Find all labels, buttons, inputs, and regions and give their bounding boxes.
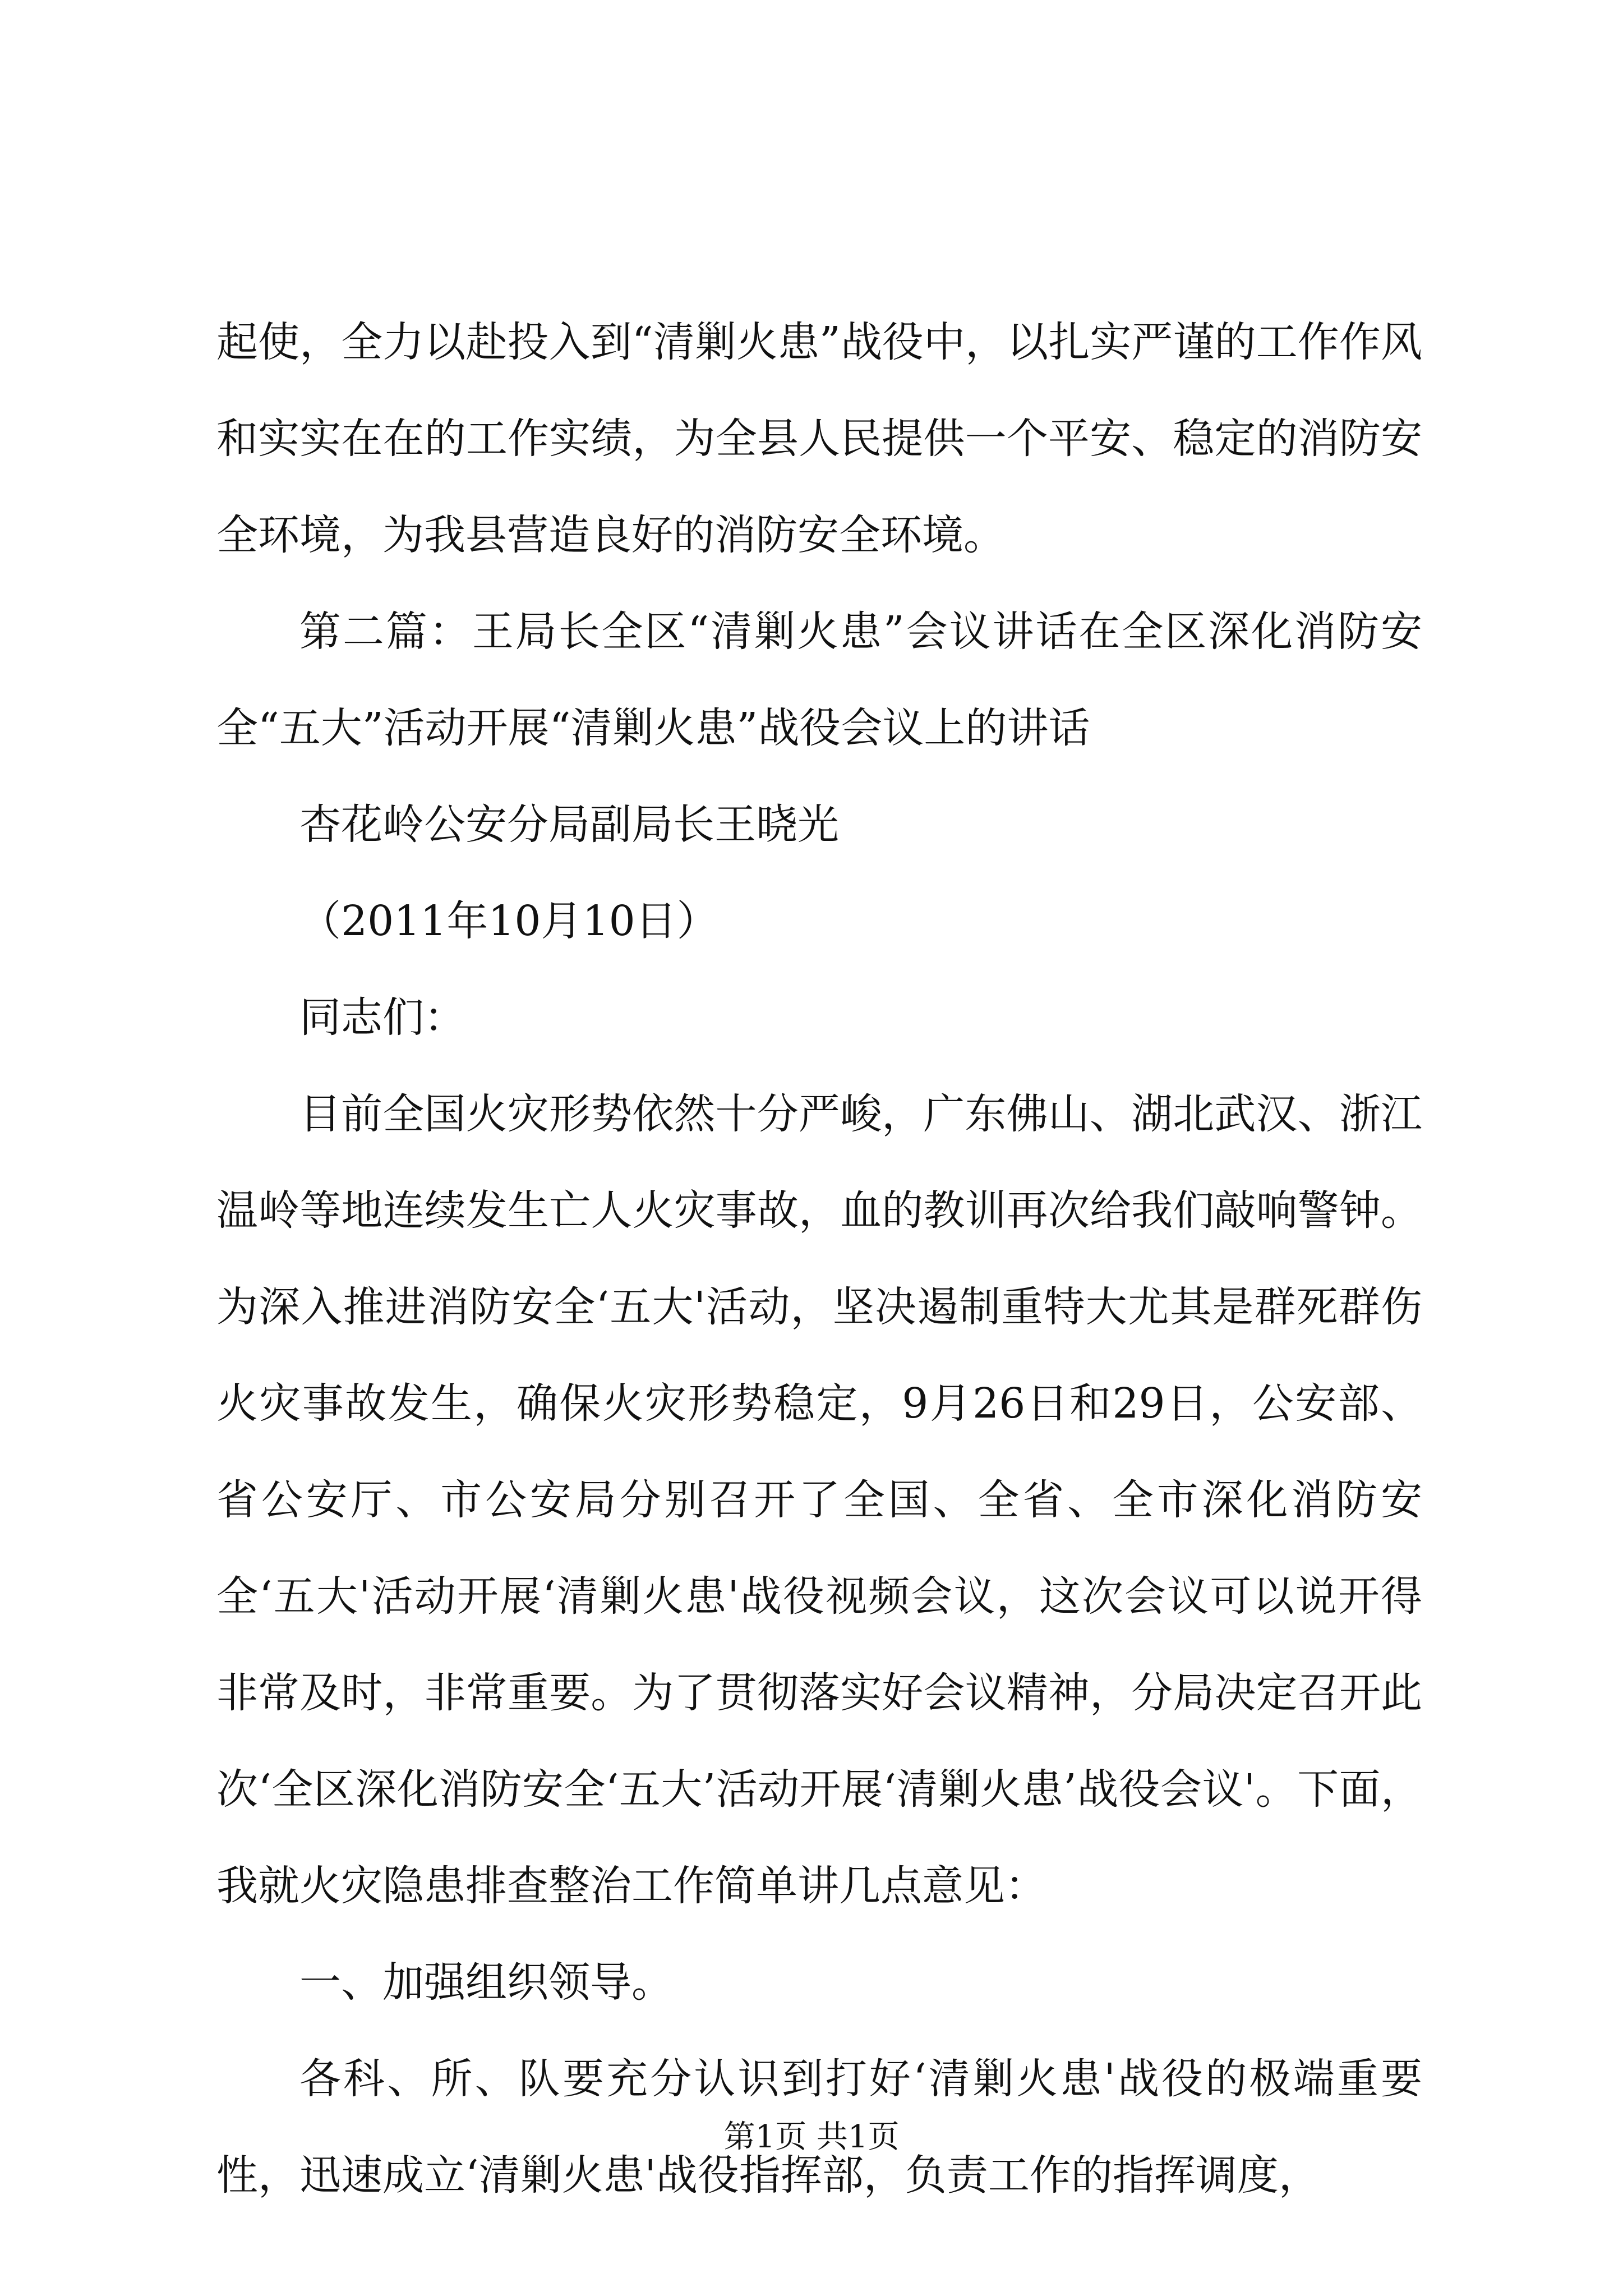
paragraph-2-chapter-title: 第二篇：王局长全区“清剿火患”会议讲话在全区深化消防安全“五大”活动开展“清剿火患”战役会议上的讲话: [216, 608, 1422, 752]
paragraph-4-date: （2011年10月10日）: [299, 897, 718, 945]
paragraph-1: 起使，全力以赴投入到“清剿火患”战役中，以扎实严谨的工作作风和实实在在的工作实绩，为全县人民提供一个平安、稳定的消防安全环境，为我县营造良好的消防安全环境。: [216, 318, 1422, 559]
paragraph-6: 目前全国火灾形势依然十分严峻，广东佛山、湖北武汉、浙江温岭等地连续发生亡人火灾事故，血的教训再次给我们敲响警钟。为深入推进消防安全‘五大'活动，坚决遏制重特大尤其是群死群伤火灾事故发生，确保火灾形势稳定，9月26日和29日，公安部、省公安厅、市公安局分别召开了全国、全省、全市深化消防安全‘五大'活动开展‘清剿火患'战役视频会议，这次会议可以说开得非常及时，非常重要。为了贯彻落实好会议精神，分局决定召开此次‘全区深化消防安全‘五大’活动开展‘清剿火患’战役会议'。下面，我就火灾隐患排查整治工作简单讲几点意见：: [216, 1090, 1422, 1910]
paragraph-8: 各科、所、队要充分认识到打好‘清剿火患'战役的极端重要性，迅速成立‘清剿火患'战役指挥部，负责工作的指挥调度，: [216, 2055, 1422, 2200]
paragraph-7-heading: 一、加强组织领导。: [299, 1958, 673, 2007]
paragraph-5-greeting: 同志们：: [299, 993, 465, 1042]
paragraph-3-speaker: 杏花岭公安分局副局长王晓光: [299, 800, 839, 849]
page-footer: 第1页 共1页: [723, 2119, 900, 2155]
document-body: [216, 294, 1422, 2224]
